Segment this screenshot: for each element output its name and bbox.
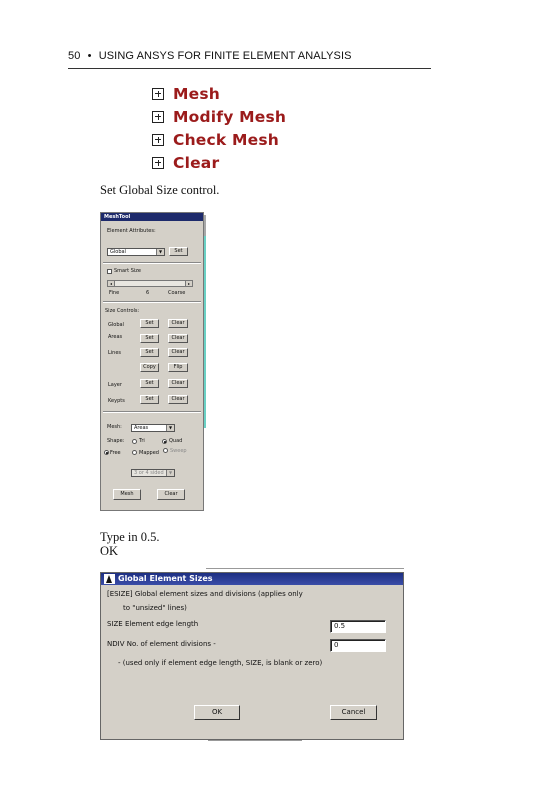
divider xyxy=(103,411,201,413)
ndiv-label: NDIV No. of element divisions - xyxy=(107,640,216,648)
keypts-clear-button[interactable]: Clear xyxy=(168,395,188,404)
running-head-title: USING ANSYS FOR FINITE ELEMENT ANALYSIS xyxy=(98,50,352,62)
menu-item-label: Clear xyxy=(173,153,220,172)
expand-icon[interactable] xyxy=(152,157,164,169)
esize-description: [ESIZE] Global element sizes and divisions (applies only xyxy=(107,590,303,598)
instruction-set-global-size: Set Global Size control. xyxy=(100,183,220,197)
menu-item-label: Mesh xyxy=(173,84,220,103)
lines-copy-button[interactable]: Copy xyxy=(140,363,159,372)
arrow-left-icon[interactable]: ◂ xyxy=(108,281,115,286)
meshtool-title: MeshTool xyxy=(101,213,203,221)
mesh-button[interactable]: Mesh xyxy=(113,489,141,500)
expand-icon[interactable] xyxy=(152,134,164,146)
header-rule xyxy=(68,68,431,69)
size-row-lines-label: Lines xyxy=(108,350,122,356)
lines-set-button[interactable]: Set xyxy=(140,348,159,357)
size-row-layer-label: Layer xyxy=(108,382,122,388)
fine-label: Fine xyxy=(109,290,120,296)
divider xyxy=(206,568,404,569)
smart-size-label: Smart Size xyxy=(114,268,141,274)
shape-quad-radio[interactable] xyxy=(162,439,167,444)
coarse-label: Coarse xyxy=(168,290,186,296)
expand-icon[interactable] xyxy=(152,111,164,123)
global-element-sizes-dialog xyxy=(100,572,404,740)
mapped-sided-select[interactable] xyxy=(131,469,175,477)
bullet: • xyxy=(87,50,92,62)
expand-icon[interactable] xyxy=(152,88,164,100)
chevron-down-icon: ▼ xyxy=(166,470,174,476)
areas-clear-button[interactable]: Clear xyxy=(168,334,188,343)
esize-description-cont: to "unsized" lines) xyxy=(123,604,187,612)
smart-size-checkbox[interactable] xyxy=(107,269,112,274)
lines-flip-button[interactable]: Flip xyxy=(168,363,188,372)
mesh-clear-button[interactable]: Clear xyxy=(157,489,185,500)
instruction-type-value: Type in 0.5. xyxy=(100,530,160,544)
size-label: SIZE Element edge length xyxy=(107,620,199,628)
mesh-menu-tree xyxy=(152,82,286,174)
smart-size-slider[interactable] xyxy=(107,280,193,287)
mesher-mapped-radio[interactable] xyxy=(132,450,137,455)
size-controls-label: Size Controls: xyxy=(105,308,140,314)
shape-tri-radio[interactable] xyxy=(132,439,137,444)
mesh-entity-value: Areas xyxy=(134,425,149,431)
cancel-button[interactable]: Cancel xyxy=(330,705,377,720)
divider xyxy=(208,740,302,741)
slider-value: 6 xyxy=(146,290,150,296)
tri-label: Tri xyxy=(139,438,145,444)
mesh-label: Mesh: xyxy=(107,424,122,430)
layer-set-button[interactable]: Set xyxy=(140,379,159,388)
areas-set-button[interactable]: Set xyxy=(140,334,159,343)
mesh-entity-select[interactable] xyxy=(131,424,175,432)
menu-item-clear[interactable] xyxy=(152,151,286,174)
global-clear-button[interactable]: Clear xyxy=(168,319,188,328)
ndiv-note: - (used only if element edge length, SIZE, is blank or zero) xyxy=(118,659,323,667)
size-row-areas-label: Areas xyxy=(108,334,123,340)
page-number: 50 xyxy=(68,50,81,62)
lines-clear-button[interactable]: Clear xyxy=(168,348,188,357)
shape-label: Shape: xyxy=(107,438,125,444)
size-row-keypts-label: Keypts xyxy=(108,398,125,404)
element-divisions-input[interactable]: 0 xyxy=(330,639,386,652)
menu-item-label: Modify Mesh xyxy=(173,107,287,126)
running-head xyxy=(68,50,430,62)
menu-item-modify-mesh[interactable] xyxy=(152,105,286,128)
chevron-down-icon: ▼ xyxy=(156,249,164,255)
menu-item-mesh[interactable] xyxy=(152,82,286,105)
mesher-free-radio[interactable] xyxy=(104,450,109,455)
menu-item-check-mesh[interactable] xyxy=(152,128,286,151)
layer-clear-button[interactable]: Clear xyxy=(168,379,188,388)
divider xyxy=(103,262,201,264)
mesher-sweep-radio[interactable] xyxy=(163,448,168,453)
size-row-global-label: Global xyxy=(108,322,124,328)
mapped-label: Mapped xyxy=(139,450,159,456)
sweep-label: Sweep xyxy=(170,448,187,454)
arrow-right-icon[interactable]: ▸ xyxy=(185,281,192,286)
panel-edge xyxy=(204,215,206,236)
instruction-ok: OK xyxy=(100,544,119,558)
menu-item-label: Check Mesh xyxy=(173,130,280,149)
element-attributes-select[interactable] xyxy=(107,248,165,256)
keypts-set-button[interactable]: Set xyxy=(140,395,159,404)
ok-button[interactable]: OK xyxy=(194,705,240,720)
dialog-title: Global Element Sizes xyxy=(118,574,213,583)
element-attributes-label: Element Attributes: xyxy=(107,228,156,234)
meshtool-panel xyxy=(100,212,204,511)
attributes-set-button[interactable]: Set xyxy=(169,247,188,256)
panel-edge xyxy=(204,236,206,428)
element-attributes-value: Global xyxy=(110,249,126,255)
element-edge-length-input[interactable]: 0.5 xyxy=(330,620,386,633)
mapped-sided-value: 3 or 4 sided xyxy=(134,470,164,476)
dialog-title-bar xyxy=(101,573,403,585)
quad-label: Quad xyxy=(169,438,183,444)
chevron-down-icon: ▼ xyxy=(166,425,174,431)
free-label: Free xyxy=(110,450,121,456)
divider xyxy=(103,301,201,303)
ansys-logo-icon xyxy=(104,574,115,584)
global-set-button[interactable]: Set xyxy=(140,319,159,328)
